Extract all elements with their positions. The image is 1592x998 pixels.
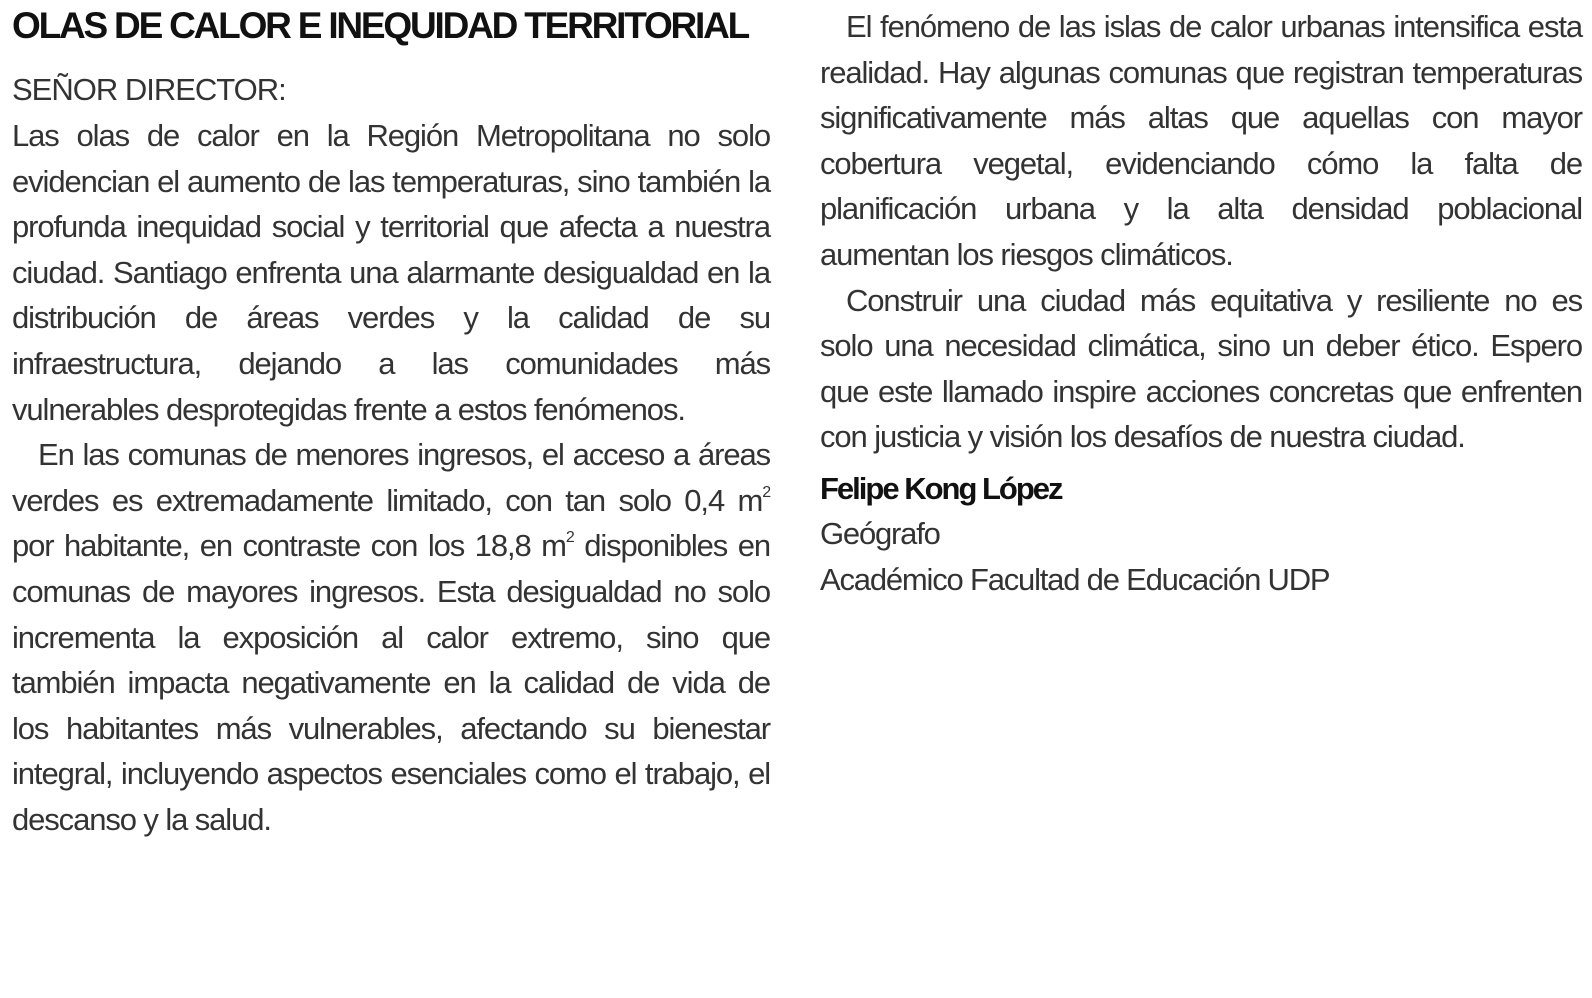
signature-affiliation: Académico Facultad de Educación UDP bbox=[820, 561, 1330, 597]
paragraph-3: El fenómeno de las islas de calor urbanas intensifica esta realidad. Hay algunas comunas que registran temperaturas significativamente más altas que aquellas con mayor cobertura vegetal, evidenciando cómo la falta de planificación urbana y la alta densidad poblacional aumentan los riesgos climáticos. bbox=[820, 9, 1582, 272]
paragraph-1: Las olas de calor en la Región Metropolitana no solo evidencian el aumento de las temperaturas, sino también la profunda inequidad social y territorial que afecta a nuestra ciudad. Santiago enfrenta una alarmante desigualdad en la distribución de áreas verdes y la calidad de su infraestructura, dejando a las comunidades más vulnerables desprotegidas frente a estos fenómenos. bbox=[12, 118, 770, 427]
letter-body-right bbox=[820, 4, 1582, 460]
paragraph-2 bbox=[12, 432, 770, 842]
superscript-squared: 2 bbox=[762, 483, 770, 501]
salutation: SEÑOR DIRECTOR: bbox=[12, 72, 286, 107]
right-column bbox=[820, 0, 1582, 603]
superscript-squared: 2 bbox=[565, 529, 574, 547]
headline: OLAS DE CALOR E INEQUIDAD TERRITORIAL bbox=[12, 5, 749, 46]
paragraph-2-part-2: por habitante, en contraste con los 18,8 m bbox=[12, 528, 566, 564]
paragraph-2-part-1: En las comunas de menores ingresos, el acceso a áreas verdes es extremadamente limitado, con tan solo 0,4 m bbox=[12, 437, 770, 518]
paragraph-4: Construir una ciudad más equitativa y resiliente no es solo una necesidad climática, sino un deber ético. Espero que este llamado inspire acciones concretas que enfrenten con justicia y visión los desafíos de nuestra ciudad. bbox=[820, 282, 1582, 455]
left-column bbox=[12, 0, 770, 843]
paragraph-2-part-3: disponibles en comunas de mayores ingresos. Esta desigualdad no solo incrementa la exposición al calor extremo, sino que también impacta negativamente en la calidad de vida de los habitantes más vulnerables, afectando su bienestar integral, incluyendo aspectos esenciales como el trabajo, el descanso y la salud. bbox=[12, 528, 770, 837]
letter-body-left bbox=[12, 113, 770, 843]
signature-title: Geógrafo bbox=[820, 515, 940, 551]
signature-name: Felipe Kong López bbox=[820, 470, 1062, 506]
